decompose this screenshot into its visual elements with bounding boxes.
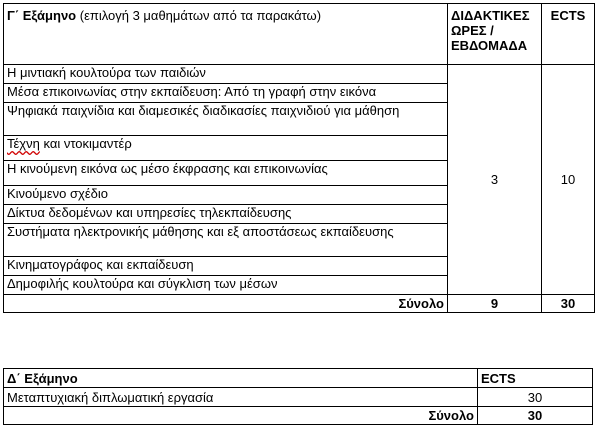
semester4-table xyxy=(3,368,593,425)
total-hours: 9 xyxy=(448,295,542,313)
semester3-title-cell xyxy=(4,4,448,65)
course-row xyxy=(4,388,593,407)
hours-header: ΔΙΔΑΚΤΙΚΕΣ ΩΡΕΣ / ΕΒΔΟΜΑΔΑ xyxy=(448,4,542,65)
semester3-header-row xyxy=(4,4,595,65)
course-name-first-word: Τέχνη xyxy=(7,136,40,151)
semester4-ects-header: ECTS xyxy=(478,369,593,388)
hours-value: 3 xyxy=(448,65,542,295)
semester4-total-row xyxy=(4,407,593,425)
course-ects: 30 xyxy=(478,388,593,407)
semester4-title: Δ΄ Εξάμηνο xyxy=(4,369,478,388)
semester3-total-row xyxy=(4,295,595,313)
course-name: Μεταπτυχιακή διπλωματική εργασία xyxy=(4,388,478,407)
course-name: Κινούμενο σχέδιο xyxy=(4,186,448,205)
course-name: Ψηφιακά παιχνίδια και διαμεσικές διαδικασίες παιχνιδιού για μάθηση xyxy=(4,103,448,136)
course-name: Δημοφιλής κουλτούρα και σύγκλιση των μέσων xyxy=(4,276,448,295)
course-name: Συστήματα ηλεκτρονικής μάθησης και εξ αποστάσεως εκπαίδευσης xyxy=(4,224,448,257)
course-name xyxy=(4,136,448,161)
ects-header: ECTS xyxy=(542,4,595,65)
total-label: Σύνολο xyxy=(4,407,478,425)
course-name-rest: και ντοκιμαντέρ xyxy=(39,136,132,151)
semester3-table xyxy=(3,3,595,313)
course-row xyxy=(4,65,595,84)
total-ects: 30 xyxy=(542,295,595,313)
course-name: Η μιντιακή κουλτούρα των παιδιών xyxy=(4,65,448,84)
course-name: Κινηματογράφος και εκπαίδευση xyxy=(4,257,448,276)
semester4-header-row xyxy=(4,369,593,388)
semester3-subtitle: (επιλογή 3 μαθημάτων από τα παρακάτω) xyxy=(76,8,322,23)
total-ects: 30 xyxy=(478,407,593,425)
total-label: Σύνολο xyxy=(4,295,448,313)
course-name: Η κινούμενη εικόνα ως μέσο έκφρασης και επικοινωνίας xyxy=(4,161,448,186)
ects-value: 10 xyxy=(542,65,595,295)
course-name: Μέσα επικοινωνίας στην εκπαίδευση: Από τη γραφή στην εικόνα xyxy=(4,84,448,103)
semester3-title: Γ΄ Εξάμηνο xyxy=(7,8,77,23)
course-name: Δίκτυα δεδομένων και υπηρεσίες τηλεκπαίδευσης xyxy=(4,205,448,224)
